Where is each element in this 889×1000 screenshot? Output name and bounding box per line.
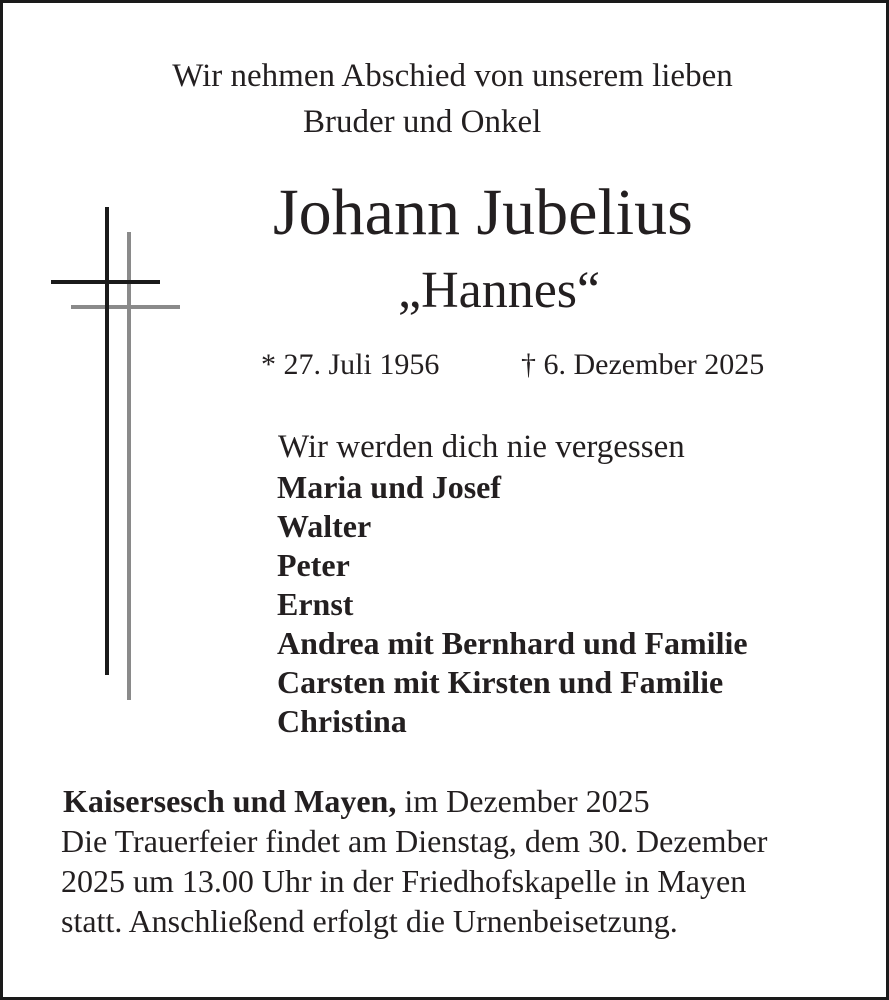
mourner: Christina (277, 703, 407, 739)
mourner: Maria und Josef (277, 469, 501, 505)
mourner: Carsten mit Kirsten und Familie (277, 664, 724, 700)
place: Kaisersesch und Mayen, (63, 783, 397, 819)
service-line-2: 2025 um 13.00 Uhr in der Friedhofskapelle in Mayen (61, 863, 747, 899)
place-date (63, 783, 650, 820)
mourner: Peter (277, 547, 350, 583)
nickname: „Hannes“ (398, 262, 601, 319)
motto: Wir werden dich nie vergessen (278, 429, 685, 465)
service-line-3: statt. Anschließend erfolgt die Urnenbeisetzung. (61, 903, 678, 939)
date: im Dezember 2025 (396, 783, 650, 819)
intro-line-2: Bruder und Onkel (303, 104, 542, 140)
death-date: † 6. Dezember 2025 (521, 348, 765, 381)
service-line-1: Die Trauerfeier findet am Dienstag, dem 30. Dezember (61, 823, 768, 859)
birth-date: * 27. Juli 1956 (261, 348, 440, 381)
mourner: Andrea mit Bernhard und Familie (277, 625, 748, 661)
intro-line-1: Wir nehmen Abschied von unserem lieben (172, 58, 733, 94)
mourner: Walter (277, 508, 372, 544)
mourner: Ernst (277, 586, 354, 622)
deceased-name: Johann Jubelius (273, 176, 693, 249)
